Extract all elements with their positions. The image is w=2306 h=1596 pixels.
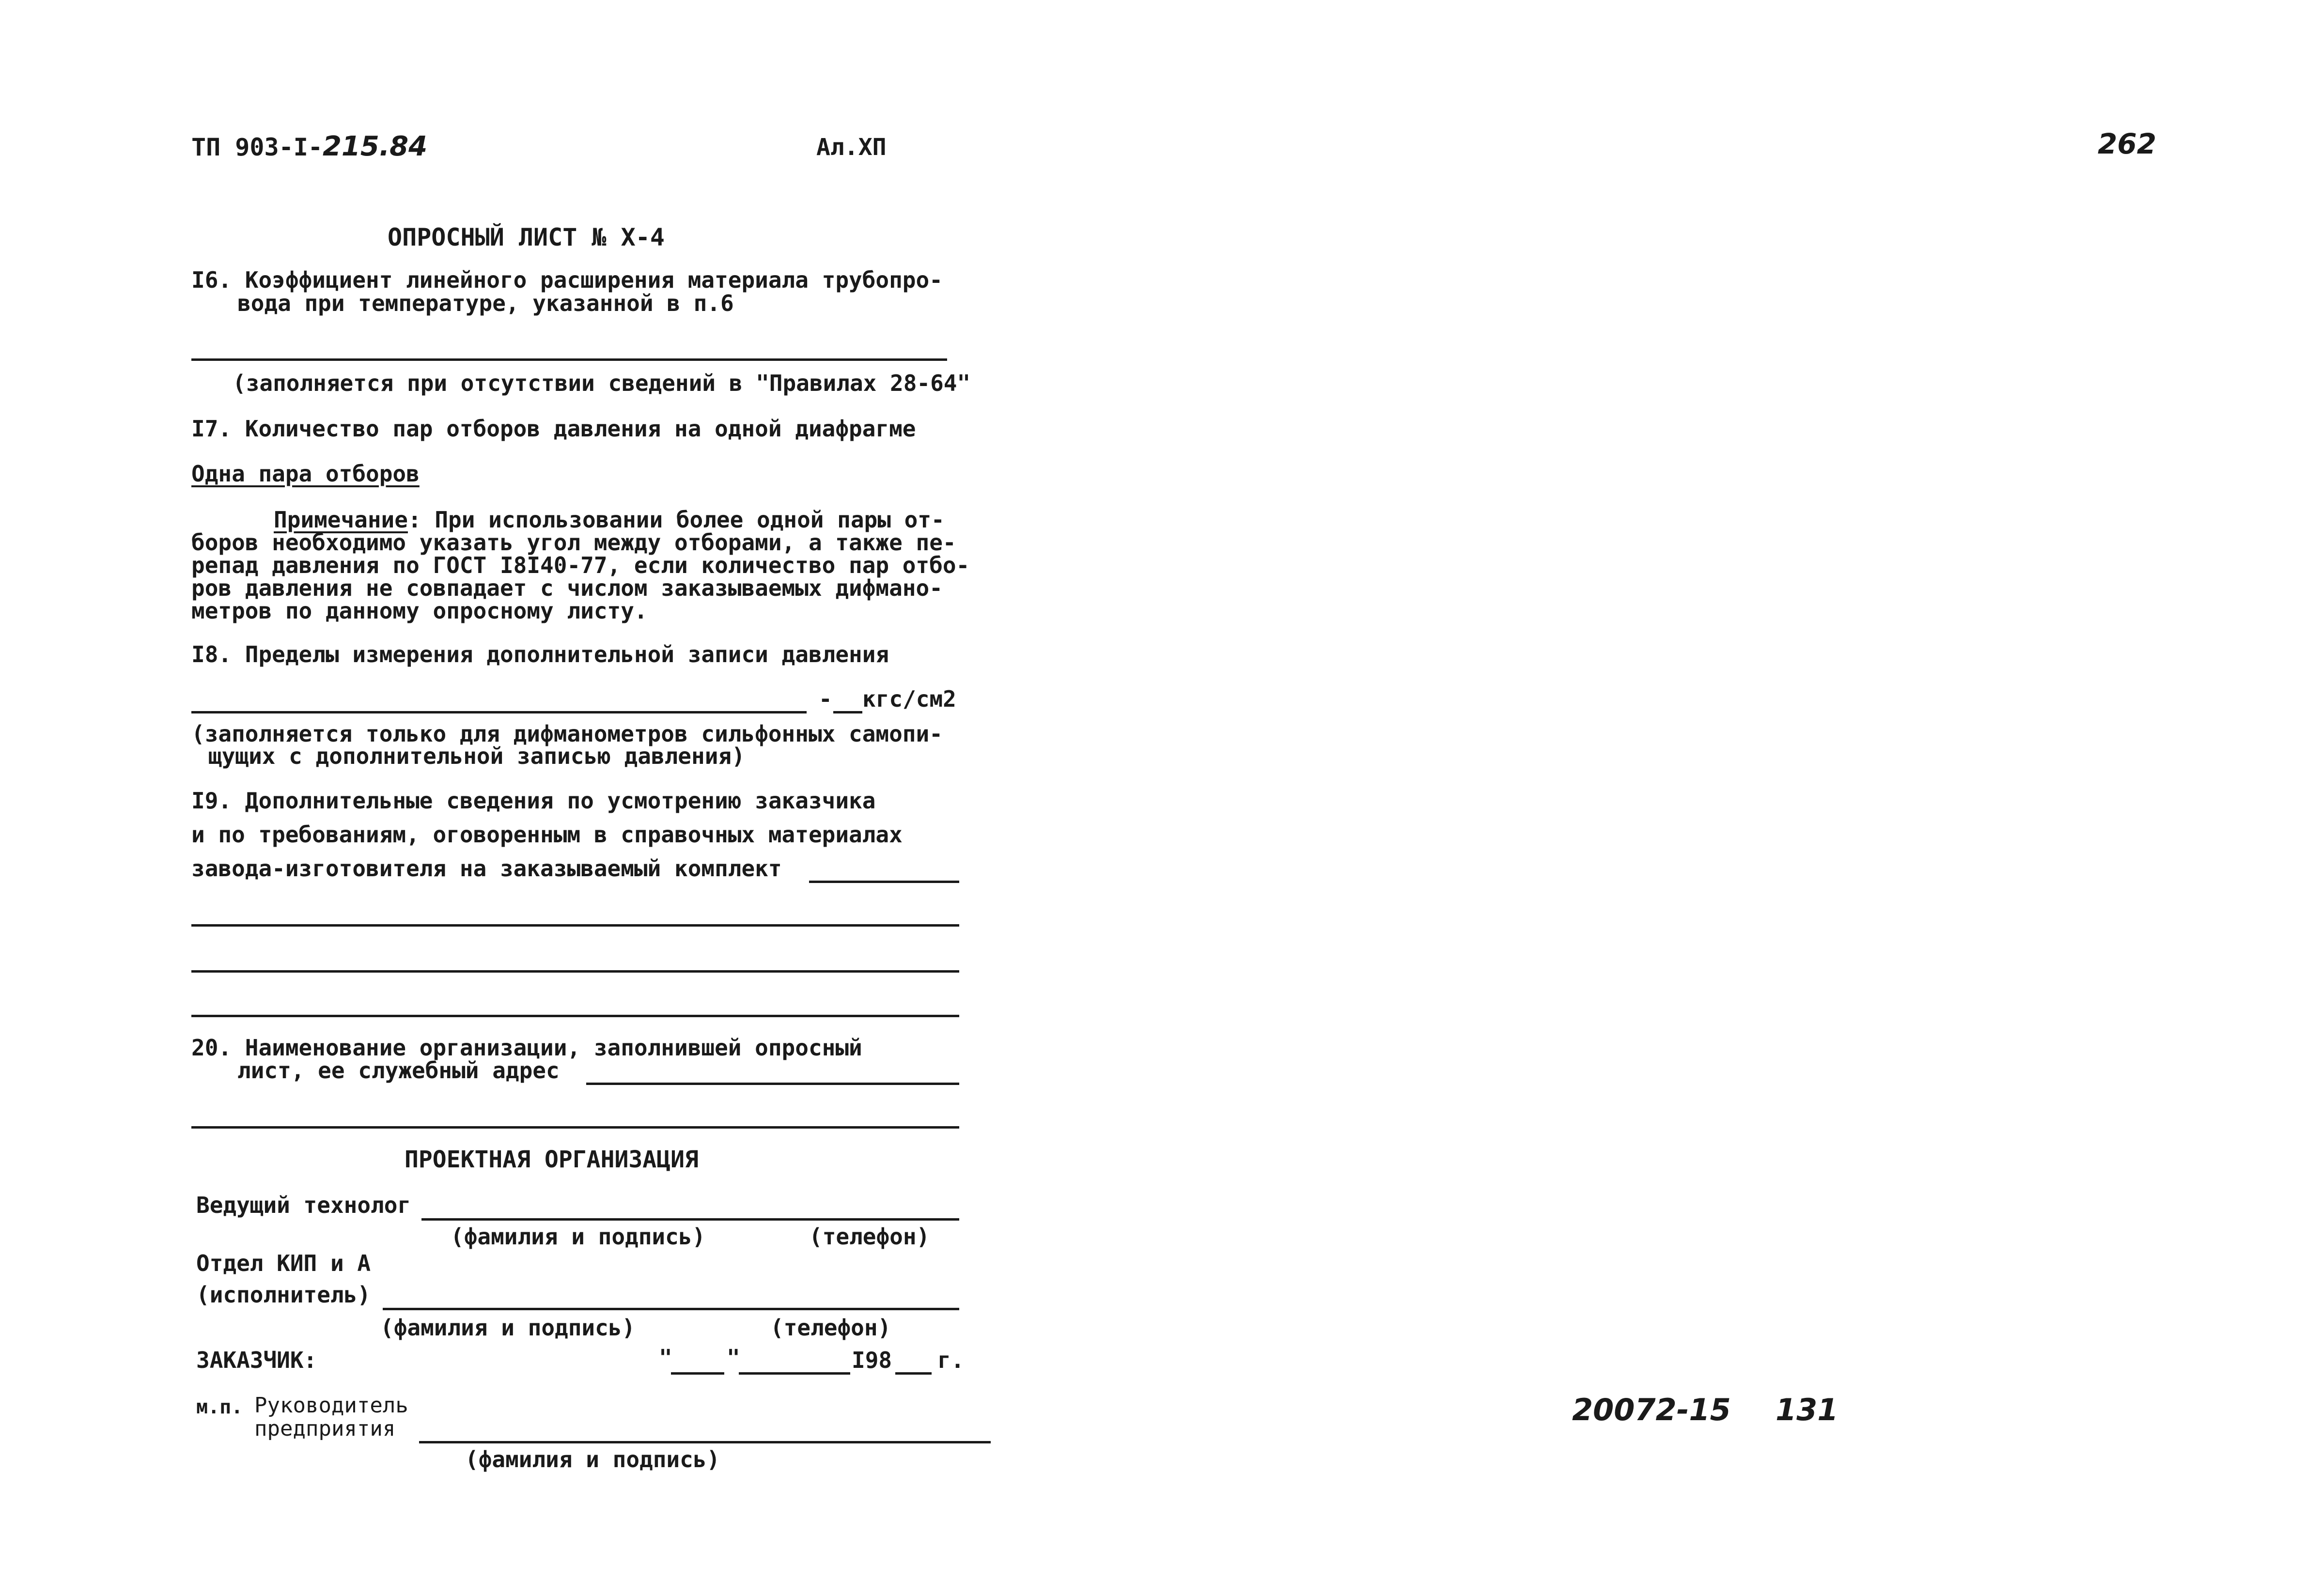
item-16-answer-line <box>191 358 947 361</box>
item-17-note-text: : При использовании более одной пары от- <box>407 507 945 533</box>
item-16-note: (заполняется при отсутствии сведений в "Правилах 28-64" <box>233 370 971 396</box>
item-17-note-label: Примечание <box>274 507 408 533</box>
item-18-dash: - <box>819 686 832 712</box>
design-org-heading: ПРОЕКТНАЯ ОРГАНИЗАЦИЯ <box>405 1146 699 1173</box>
item-18-unit: кгс/см2 <box>862 686 956 712</box>
enterprise-head-line-2: предприятия <box>254 1416 396 1441</box>
item-19-line-1: I9. Дополнительные сведения по усмотрению заказчика <box>191 788 876 814</box>
item-20-address-line <box>586 1083 959 1085</box>
item-19-line-c <box>191 1015 959 1017</box>
item-17-note-line-4: ров давления не совпадает с числом заказываемых дифмано- <box>191 575 943 601</box>
seal-mark: м.п. <box>196 1396 243 1418</box>
item-19-line-2: и по требованиям, оговоренным в справочных материалах <box>191 821 903 848</box>
album-number: Ал.ХП <box>816 134 887 161</box>
footer-code: 20072-15 <box>1572 1392 1731 1427</box>
item-20-line-1: 20. Наименование организации, заполнившей опросный <box>191 1035 862 1061</box>
item-17-note-line-3: репад давления по ГОСТ I8I40-77, если количество пар отбо- <box>191 552 970 578</box>
performer-label: (исполнитель) <box>196 1282 371 1308</box>
instrumentation-dept-label: Отдел КИП и А <box>196 1250 371 1276</box>
item-18-upper-line <box>833 711 862 713</box>
project-code-printed: ТП 903-I- <box>191 133 323 161</box>
item-18-line-1: I8. Пределы измерения дополнительной записи давления <box>191 641 889 667</box>
date-year-suffix: г. <box>937 1347 965 1373</box>
date-quote-open: " <box>659 1345 672 1371</box>
item-18-note-line-1: (заполняется только для дифманометров сильфонных самопи- <box>191 721 943 747</box>
date-month-line <box>739 1372 850 1375</box>
item-17-answer: Одна пара отборов <box>191 461 420 487</box>
date-quote-close: " <box>727 1345 740 1371</box>
date-year-prefix: I98 <box>852 1347 892 1373</box>
item-17-line-1: I7. Количество пар отборов давления на одной диафрагме <box>191 416 916 442</box>
lead-technologist-label: Ведущий технолог <box>196 1192 411 1218</box>
performer-signature-caption: (фамилия и подпись) <box>380 1315 636 1341</box>
lead-technologist-line <box>421 1218 959 1221</box>
customer-label: ЗАКАЗЧИК: <box>196 1347 317 1373</box>
item-17-note-line-5: метров по данному опросному листу. <box>191 598 648 624</box>
item-19-fill-line <box>809 881 959 883</box>
performer-line <box>383 1308 959 1310</box>
performer-phone-caption: (телефон) <box>770 1315 891 1341</box>
lead-tech-signature-caption: (фамилия и подпись) <box>451 1224 706 1250</box>
item-19-line-a <box>191 924 959 927</box>
footer-sheet: 131 <box>1776 1392 1839 1427</box>
item-16-line-1: I6. Коэффициент линейного расширения материала трубопро- <box>191 267 943 293</box>
item-18-range-line <box>191 711 807 713</box>
item-16-line-2: вода при температуре, указанной в п.6 <box>237 290 734 316</box>
item-19-line-b <box>191 970 959 973</box>
date-year-line <box>895 1372 932 1375</box>
item-18-note-line-2: щущих с дополнительной записью давления) <box>208 743 745 769</box>
item-20-line-2: лист, ее служебный адрес <box>237 1057 560 1084</box>
enterprise-head-line-1: Руководитель <box>254 1393 408 1418</box>
enterprise-head-line <box>419 1441 991 1443</box>
date-day-line <box>671 1372 724 1375</box>
item-17-note-line-1 <box>274 509 945 531</box>
enterprise-head-signature-caption: (фамилия и подпись) <box>465 1446 720 1472</box>
project-code <box>191 133 427 160</box>
item-20-line-extra <box>191 1126 959 1129</box>
lead-tech-phone-caption: (телефон) <box>809 1224 930 1250</box>
item-19-line-3: завода-изготовителя на заказываемый комплект <box>191 855 782 882</box>
page-title: ОПРОСНЫЙ ЛИСТ № Х-4 <box>388 223 665 251</box>
project-code-handwritten: 215.84 <box>322 131 428 162</box>
item-17-note-line-2: боров необходимо указать угол между отборами, а также пе- <box>191 529 956 556</box>
page-number: 262 <box>2098 127 2157 160</box>
